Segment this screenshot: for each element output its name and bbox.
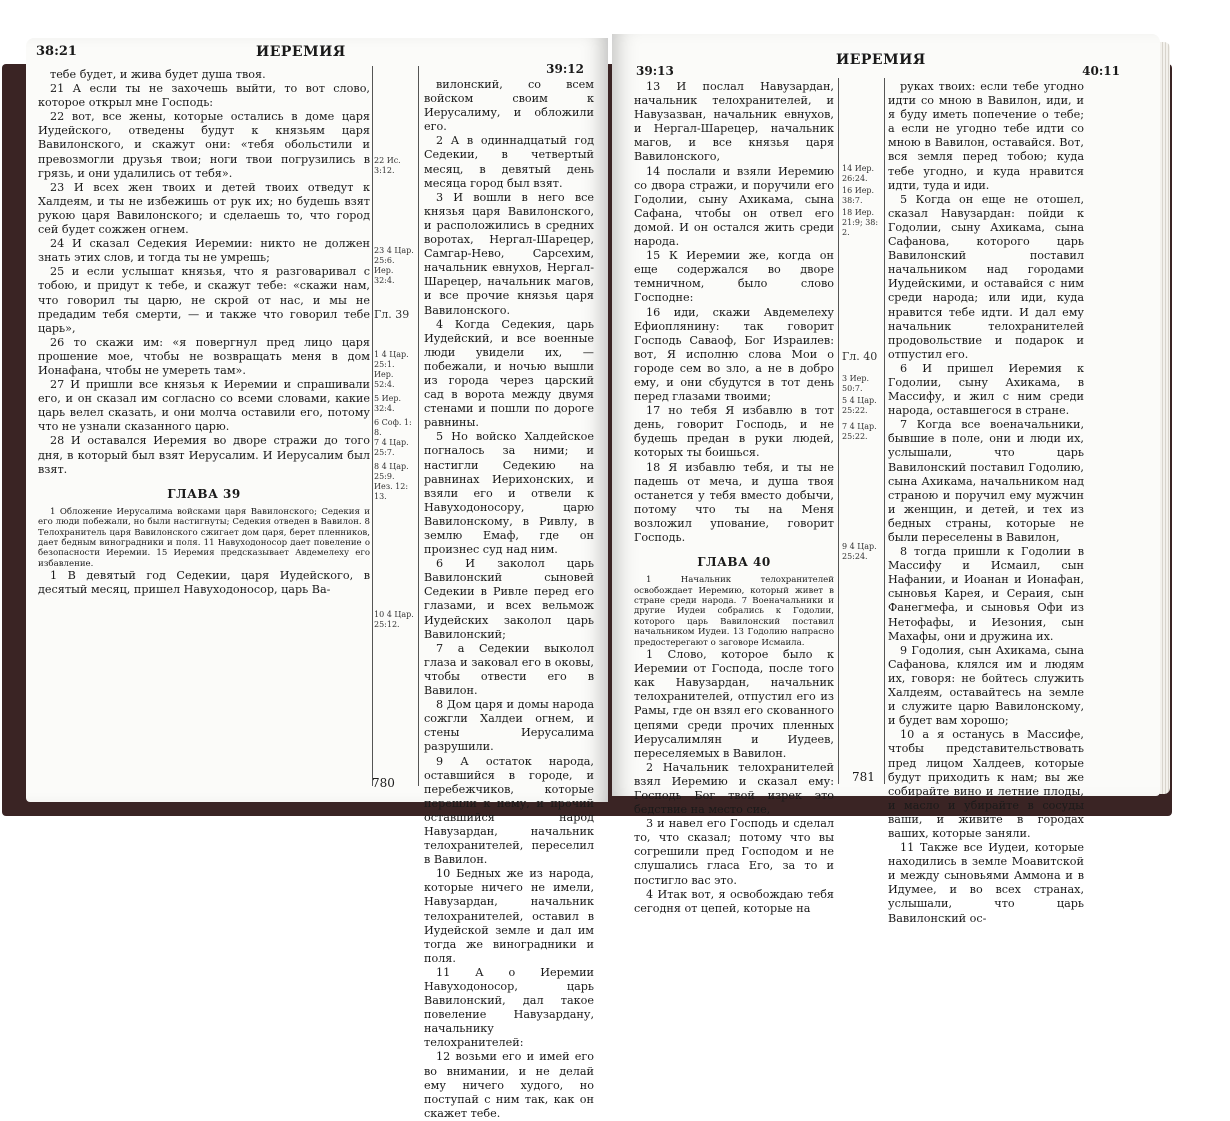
- verse: 8 Дом царя и домы народа сожгли Халдеи огнем, и стены Иерусалима разрушили.: [424, 698, 594, 754]
- margin-reference: 3 Иер. 50:7.: [842, 374, 870, 393]
- verse: 23 И всех жен твоих и детей твоих отведут к Халдеям, и ты не избежишь от рук их; но будешь взят рукою царя Вавилонского; и сделаешь то, что город сей будет сожжен огнем.: [38, 180, 370, 237]
- verse: 1 Слово, которое было к Иеремии от Господа, после того как Навузардан, начальник телохранителей, отпустил его из Рамы, где он взял его скованного цепями среди прочих пленных Иерусалимлян и Иудеев, переселяемых в Вавилон.: [634, 648, 834, 760]
- left-running-head-ref-right: 39:12: [546, 62, 584, 76]
- verse: 5 Но войско Халдейское погналось за ними; и настигли Седекию на равнинах Иерихонских, и взяли его и отвели к Навуходоносору, царю Вавилонскому, в Ривлу, в землю Емаф, где он произнес суд над ним.: [424, 430, 594, 557]
- verse: 6 И пришел Иеремия к Годолии, сыну Ахикама, в Массифу, и жил с ним среди народа, оставшегося в стране.: [888, 361, 1084, 418]
- margin-reference: 9 4 Цар. 25:24.: [842, 542, 877, 561]
- margin-reference: 6 Соф. 1: 8.: [374, 418, 412, 437]
- right-running-head-ref-right: 40:11: [1082, 64, 1120, 78]
- verse: 22 вот, все жены, которые остались в доме царя Иудейского, отведены будут к князьям царя Вавилонского, и скажут они: «тебя обольстили и превозмогли друзья твои; ноги твои погрузились в грязь, и они удалились от тебя».: [38, 110, 370, 180]
- margin-reference: 5 4 Цар. 25:22.: [842, 396, 877, 415]
- verse: 14 послали и взяли Иеремию со двора стражи, и поручили его Годолии, сыну Ахикама, сына Сафана, чтобы он отвел его домой. И он остался жить среди народа.: [634, 164, 834, 249]
- left-margin-references: [374, 38, 416, 798]
- left-column-2: [424, 78, 594, 1121]
- right-column-rule-1: [838, 78, 839, 784]
- verse: 21 А если ты не захочешь выйти, то вот слово, которое открыл мне Господь:: [38, 82, 370, 110]
- left-column-1: [38, 68, 370, 597]
- verse: 4 Когда Седекия, царь Иудейский, и все военные люди увидели их, — побежали, и ночью вышли из города через царский сад в ворота между двумя стенами и пошли по дороге равнины.: [424, 317, 594, 430]
- verse: 2 Начальник телохранителей взял Иеремию и сказал ему: Господь Бог твой изрек это бедствие на место сие,: [634, 760, 834, 817]
- verse: 9 А остаток народа, оставшийся в городе, и перебежчиков, которые перешли к нему, и прочий оставшийся народ Навузардан, начальник телохранителей, переселил в Вавилон.: [424, 754, 594, 867]
- margin-reference: 22 Ис. 3:12.: [374, 156, 401, 175]
- verse: 7 а Седекии выколол глаза и заковал его в оковы, чтобы отвести его в Вавилон.: [424, 641, 594, 698]
- margin-reference: Гл. 39: [374, 308, 410, 321]
- margin-reference: 1 4 Цар. 25:1. Иер. 52:4.: [374, 350, 409, 389]
- right-page-number: 781: [852, 770, 875, 784]
- verse: 26 то скажи им: «я повергнул пред лицо царя прошение мое, чтобы не возвращать меня в дом Ионафана, чтобы не умереть там».: [38, 335, 370, 377]
- left-page: [26, 38, 608, 1120]
- verse: 24 И сказал Седекия Иеремии: никто не должен знать этих слов, и тогда ты не умрешь;: [38, 237, 370, 265]
- verse: 15 К Иеремии же, когда он еще содержался во дворе темничном, было слово Господне:: [634, 249, 834, 305]
- margin-reference: Гл. 40: [842, 350, 878, 363]
- margin-reference: 7 4 Цар. 25:7.: [374, 438, 409, 457]
- chapter-39-verse-1: 1 В девятый год Седекии, царя Иудейского, в десятый месяц, пришел Навуходоносор, царь Ва-: [38, 569, 370, 597]
- verse: 8 тогда пришли к Годолии в Массифу и Исмаил, сын Нафании, и Иоанан и Ионафан, сыновья Карея, и Сераия, сын Фанегмефа, и сыновья Офи из Нетофафы, и Иезония, сын Махафы, они и дружина их.: [888, 545, 1084, 643]
- right-page: [612, 34, 1160, 925]
- verse: руках твоих: если тебе угодно идти со мною в Вавилон, иди, и я буду иметь попечение о тебе; а если не угодно тебе идти со мною в Вавилон, оставайся. Вот, вся земля перед тобою; куда тебе угодно, и куда нравится идти, туда и иди.: [888, 80, 1084, 192]
- verse: 27 И пришли все князья к Иеремии и спрашивали его, и он сказал им согласно со всеми словами, какие царь велел сказать, и они молча оставили его, потому что не узнали сказанного царю.: [38, 378, 370, 434]
- chapter-39-summary: 1 Обложение Иерусалима войсками царя Вавилонского; Седекия и его люди побежали, но были настигнуты; Седекия отведен в Вавилон. 8 Телохранитель царя Вавилонского сжигает дом царя, берет пленников, дает бедным виноградники и поля. 11 Навуходоносор дает повеление о безопасности Иеремии. 15 Иеремия предсказывает Авдемелеху его избавление.: [38, 506, 370, 569]
- left-page-number: 780: [372, 776, 395, 790]
- verse: 7 Когда все военачальники, бывшие в поле, они и люди их, услышали, что царь Вавилонский поставил Годолию, сына Ахикама, начальником над страною и поручил ему мужчин и женщин, и детей, и тех из бедных страны, которые не были переселены в Вавилон,: [888, 418, 1084, 544]
- verse: 10 а я останусь в Массифе, чтобы представительствовать пред лицом Халдеев, которые будут приходить к нам; вы же собирайте вино и летние плоды, и масло и убирайте в сосуды ваши, и живите в городах ваших, которые заняли.: [888, 728, 1084, 840]
- left-running-head-title: ИЕРЕМИЯ: [256, 44, 346, 60]
- verse: 10 Бедных же из народа, которые ничего не имели, Навузардан, начальник телохранителей, оставил в Иудейской земле и дал им тогда же виноградники и поля.: [424, 867, 594, 965]
- margin-reference: 16 Иер. 38:7.: [842, 186, 875, 205]
- verse: 12 возьми его и имей его во внимании, и не делай ему ничего худого, но поступай с ним так, как он скажет тебе.: [424, 1050, 594, 1120]
- margin-reference: 7 4 Цар. 25:22.: [842, 422, 877, 441]
- chapter-39-heading: ГЛАВА 39: [167, 486, 241, 501]
- right-column-1: [634, 80, 834, 916]
- margin-reference: 8 4 Цар. 25:9. Иез. 12: 13.: [374, 462, 409, 501]
- verse: 16 иди, скажи Авдемелеху Ефиоплянину: так говорит Господь Саваоф, Бог Израилев: вот, Я исполню слова Мои о городе сем во зло, а не в добро ему, и они сбудутся в тот день перед глазами твоими;: [634, 305, 834, 404]
- left-running-head-ref: 38:21: [36, 44, 77, 59]
- verse: 25 и если услышат князья, что я разговаривал с тобою, и придут к тебе, и скажут тебе: «скажи нам, что говорил ты царю, не скрой от нас, и мы не предадим тебя смерти, — и также что говорил тебе царь»,: [38, 265, 370, 335]
- verse: 28 И оставался Иеремия во дворе стражи до того дня, в который был взят Иерусалим. И Иерусалим был взят.: [38, 434, 370, 476]
- margin-reference: 10 4 Цар. 25:12.: [374, 610, 414, 629]
- verse: 11 А о Иеремии Навуходоносор, царь Вавилонский, дал такое повеление Навузардану, начальнику телохранителей:: [424, 965, 594, 1050]
- verse: 18 Я избавлю тебя, и ты не падешь от меча, и душа твоя останется у тебя вместо добычи, потому что ты на Меня возложил упование, говорит Господь.: [634, 460, 834, 544]
- right-column-2: [888, 80, 1084, 926]
- margin-reference: 5 Иер. 32:4.: [374, 394, 402, 413]
- chapter-40-heading: ГЛАВА 40: [697, 555, 771, 570]
- verse: 6 И заколол царь Вавилонский сыновей Седекии в Ривле перед его глазами, и всех вельмож Иудейских заколол царь Вавилонский;: [424, 557, 594, 641]
- verse: 9 Годолия, сын Ахикама, сына Сафанова, клялся им и людям их, говоря: не бойтесь служить Халдеям, оставайтесь на земле и служите царю Вавилонскому, и будет вам хорошо;: [888, 643, 1084, 728]
- right-running-head-title: ИЕРЕМИЯ: [836, 52, 926, 68]
- right-running-head-ref: 39:13: [636, 64, 674, 78]
- verse: 2 А в одиннадцатый год Седекии, в четвертый месяц, в девятый день месяца город был взят.: [424, 134, 594, 190]
- verse: 4 Итак вот, я освобождаю тебя сегодня от цепей, которые на: [634, 887, 834, 915]
- margin-reference: 14 Иер. 26:24.: [842, 164, 875, 183]
- right-margin-references: [842, 34, 884, 794]
- right-column-rule-2: [884, 78, 885, 784]
- left-column-rule-2: [418, 66, 419, 786]
- verse: тебе будет, и жива будет душа твоя.: [50, 68, 266, 81]
- margin-reference: 18 Иер. 21:9; 38: 2.: [842, 208, 879, 237]
- verse: 13 И послал Навузардан, начальник телохранителей, и Навузазван, начальник евнухов, и Нергал-Шарецер, начальник магов, и все князья царя Вавилонского,: [634, 80, 834, 164]
- verse: 11 Также все Иудеи, которые находились в земле Моавитской и между сыновьями Аммона и в Идумее, и во всех странах, услышали, что царь Вавилонский ос-: [888, 841, 1084, 925]
- chapter-40-summary: 1 Начальник телохранителей освобождает Иеремию, который живет в стране среди народа. 7 Военачальники и другие Иудеи собрались к Годолии, которого царь Вавилонский поставил начальником Иудеи. 13 Годолию напрасно предостерегают о заговоре Исмаила.: [634, 575, 834, 648]
- left-column-rule-1: [372, 66, 373, 786]
- verse: 17 но тебя Я избавлю в тот день, говорит Господь, и не будешь предан в руки людей, которых ты боишься.: [634, 404, 834, 460]
- verse: 5 Когда он еще не отошел, сказал Навузардан: пойди к Годолии, сыну Ахикама, сына Сафанова, которого царь Вавилонский поставил начальником над городами Иудейскими, и оставайся с ним среди народа; или иди, куда нравится тебе идти. И дал ему начальник телохранителей продовольствие и подарок и отпустил его.: [888, 192, 1084, 361]
- verse: 3 и навел его Господь и сделал то, что сказал; потому что вы согрешили пред Господом и не слушались гласа Его, за то и постигло вас это.: [634, 817, 834, 887]
- verse: 3 И вошли в него все князья царя Вавилонского, и расположились в средних воротах, Нергал-Шарецер, Самгар-Нево, Сарсехим, начальник евнухов, Нергал-Шарецер, начальник магов, и все прочие князья царя Вавилонского.: [424, 190, 594, 317]
- margin-reference: 23 4 Цар. 25:6. Иер. 32:4.: [374, 246, 414, 285]
- verse: вилонский, со всем войском своим к Иерусалиму, и обложили его.: [424, 78, 594, 134]
